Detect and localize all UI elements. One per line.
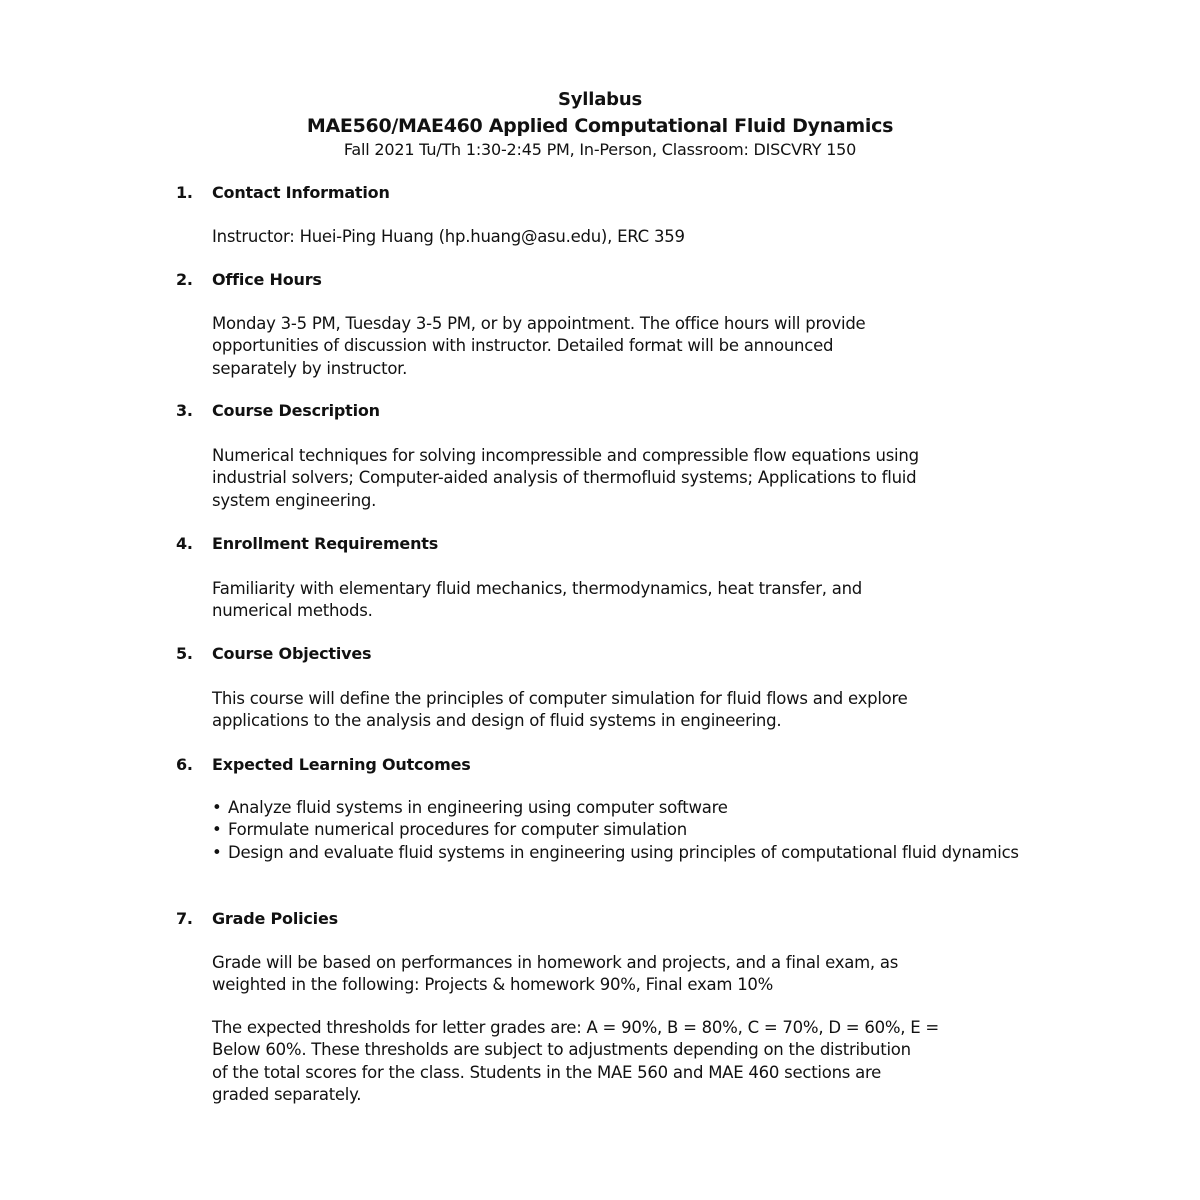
section-number: 2.: [176, 270, 193, 289]
objectives-text: This course will define the principles of computer simulation for fluid flows and explore applications to the analysis and design of fluid systems in engineering.: [212, 689, 908, 731]
section-description-body: [176, 445, 1076, 512]
section-enrollment-body: [176, 578, 1076, 623]
section-contact-heading: [176, 182, 1076, 204]
section-outcomes-body: [176, 797, 1076, 864]
bullet-mark: •: [212, 842, 222, 862]
section-contact-body: [176, 226, 1076, 248]
section-outcomes-heading: [176, 754, 1076, 776]
outcome-text: Formulate numerical procedures for computer simulation: [228, 820, 687, 840]
outcome-text: Design and evaluate fluid systems in engineering using principles of computational fluid dynamics: [228, 842, 1019, 862]
grades-weighting-text: Grade will be based on performances in homework and projects, and a final exam, as weighted in the following: Projects & homework 90%, Final exam 10%: [212, 953, 899, 995]
bullet-mark: •: [212, 820, 222, 840]
section-heading: Course Description: [212, 401, 380, 420]
section-heading: Enrollment Requirements: [212, 534, 439, 553]
course-schedule: Fall 2021 Tu/Th 1:30-2:45 PM, In-Person, Classroom: DISCVRY 150: [343, 140, 857, 159]
section-heading: Expected Learning Outcomes: [212, 755, 471, 774]
section-enrollment-heading: [176, 533, 1076, 555]
contact-text: Instructor: Huei-Ping Huang (hp.huang@asu.edu), ERC 359: [212, 227, 685, 246]
section-number: 3.: [176, 401, 193, 420]
section-number: 6.: [176, 755, 193, 774]
list-item: [212, 819, 1076, 841]
outcome-text: Analyze fluid systems in engineering using computer software: [228, 798, 728, 817]
description-text: Numerical techniques for solving incompressible and compressible flow equations using industrial solvers; Computer-aided analysis of thermofluid systems; Applications to fluid system engineering.: [212, 446, 919, 510]
section-heading: Contact Information: [212, 183, 390, 202]
section-number: 4.: [176, 534, 193, 553]
section-heading: Grade Policies: [212, 909, 338, 928]
list-item: [212, 842, 1076, 864]
office-hours-text: Monday 3-5 PM, Tuesday 3-5 PM, or by appointment. The office hours will provide opportunities of discussion with instructor. Detailed format will be announced separately by instructor.: [212, 314, 866, 378]
course-title: MAE560/MAE460 Applied Computational Fluid Dynamics: [306, 115, 894, 137]
list-item: [212, 797, 1076, 819]
outcomes-list: [212, 797, 1076, 864]
enrollment-text: Familiarity with elementary fluid mechanics, thermodynamics, heat transfer, and numerical methods.: [212, 579, 863, 621]
section-office-hours-heading: [176, 269, 1076, 291]
section-number: 5.: [176, 644, 193, 663]
section-office-hours-body: [176, 313, 1076, 380]
bullet-mark: •: [212, 798, 222, 817]
section-number: 1.: [176, 183, 193, 202]
section-grades-thresholds: [176, 1017, 1076, 1107]
grades-thresholds-text: The expected thresholds for letter grades are: A = 90%, B = 80%, C = 70%, D = 60%, E = Below 60%. These thresholds are subject to adjustments depending on the distribution of the total scores for the class. Students in the MAE 560 and MAE 460 sections are graded separately.: [212, 1018, 939, 1105]
section-number: 7.: [176, 909, 193, 928]
section-heading: Office Hours: [212, 270, 322, 289]
section-grades-body: [176, 952, 1076, 997]
section-grades-heading: [176, 908, 1076, 930]
section-objectives-heading: [176, 643, 1076, 665]
document-title: Syllabus: [558, 89, 642, 110]
section-heading: Course Objectives: [212, 644, 372, 663]
section-description-heading: [176, 400, 1076, 422]
section-objectives-body: [176, 688, 1076, 733]
